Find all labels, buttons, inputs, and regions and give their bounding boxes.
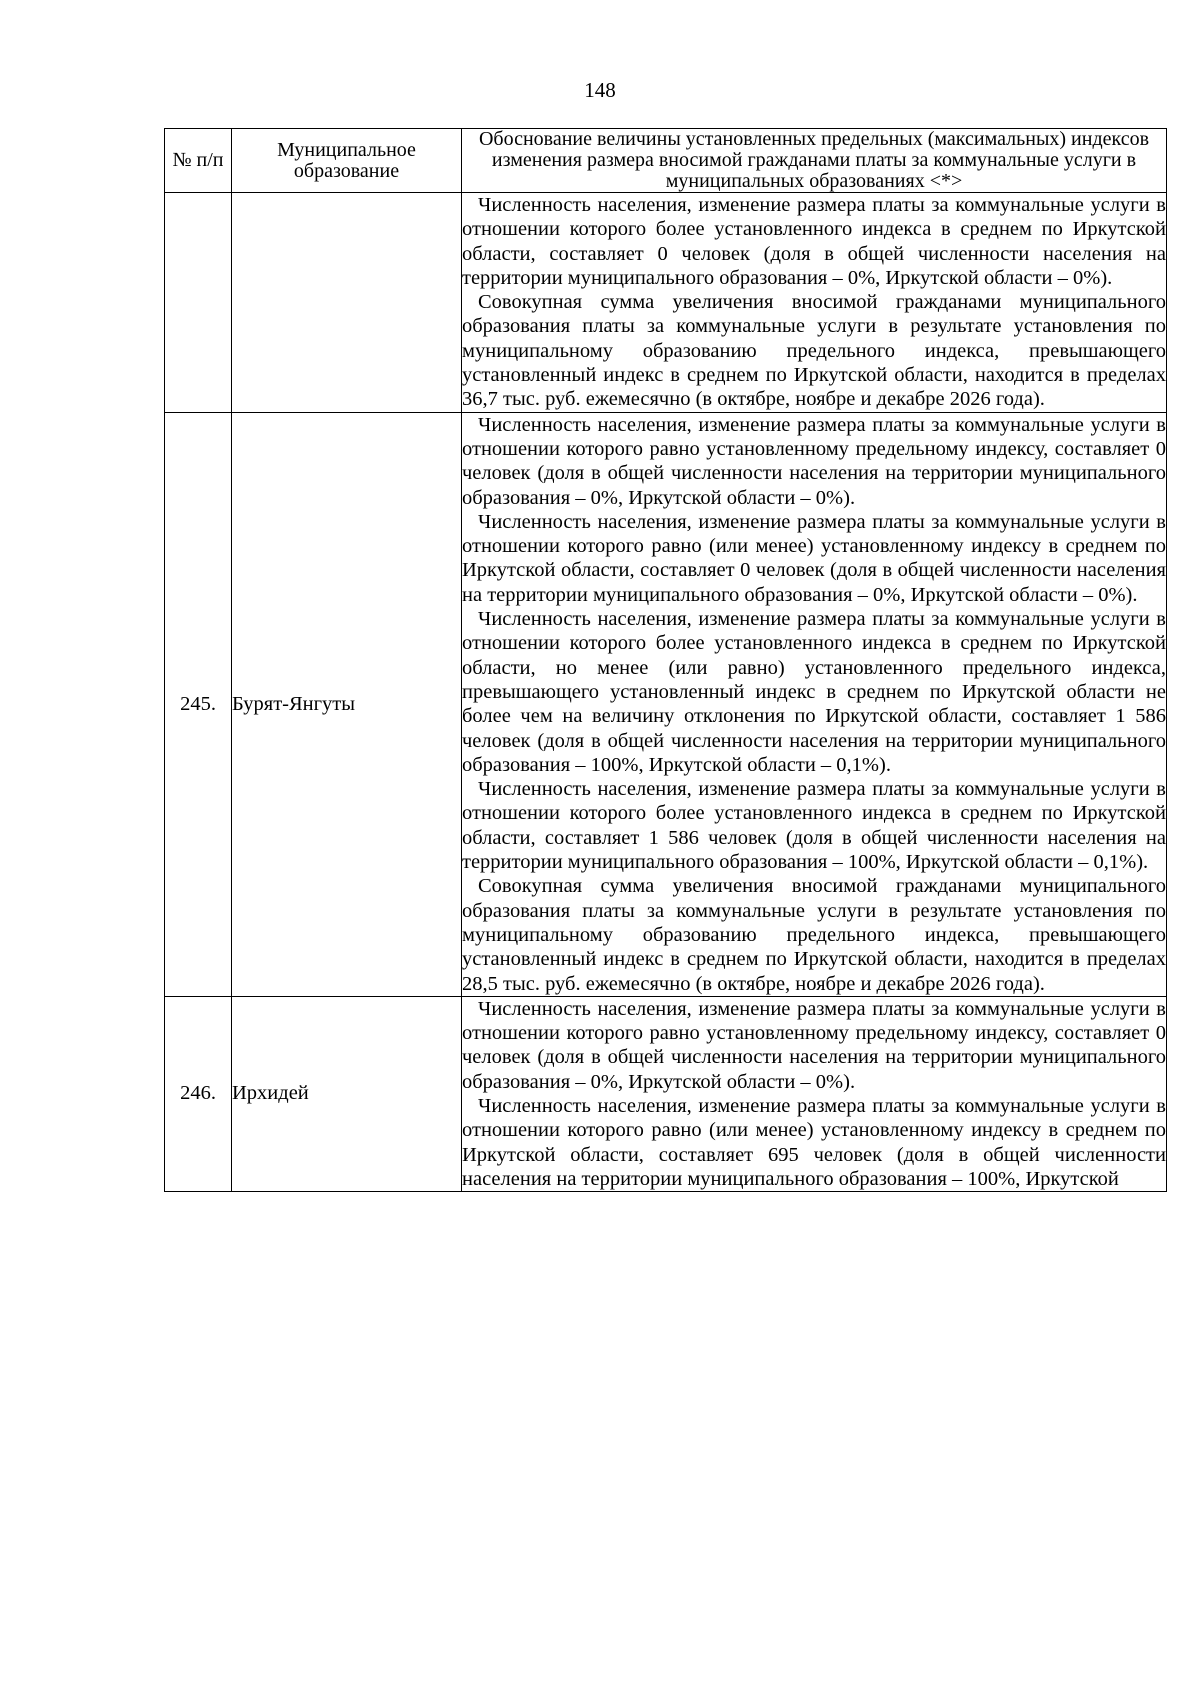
header-justification: Обоснование величины установленных предельных (максимальных) индексов изменения размера вносимой гражданами платы за коммунальные услуги в муниципальных образованиях <*> (462, 129, 1167, 193)
row-municipality (232, 193, 462, 413)
header-number: № п/п (165, 129, 232, 193)
row-number: 245. (165, 412, 232, 996)
justification-paragraph: Численность населения, изменение размера платы за коммунальные услуги в отношении которого равно установленному предельному индексу, составляет 0 человек (доля в общей численности населения на территории муниципального образования – 0%, Иркутской области – 0%). (462, 413, 1166, 509)
page-number: 148 (584, 78, 616, 102)
justification-paragraph: Численность населения, изменение размера платы за коммунальные услуги в отношении которого более установленного индекса в среднем по Иркутской области, составляет 1 586 человек (доля в общей численности населения на территории муниципального образования – 100%, Иркутской области – 0,1%). (462, 778, 1166, 874)
justification-paragraph: Численность населения, изменение размера платы за коммунальные услуги в отношении которого более установленного индекса в среднем по Иркутской области, но менее (или равно) установленного предельного индекса, превышающего установленный индекс в среднем по Иркутской области не более чем на величину отклонения по Иркутской области, составляет 1 586 человек (доля в общей численности населения на территории муниципального образования – 100%, Иркутской области – 0,1%). (462, 608, 1166, 776)
justification-paragraph: Совокупная сумма увеличения вносимой гражданами муниципального образования платы за коммунальные услуги в результате установления по муниципальному образованию предельного индекса, превышающего установленный индекс в среднем по Иркутской области, находится в пределах 28,5 тыс. руб. ежемесячно (в октябре, ноябре и декабре 2026 года). (462, 875, 1166, 995)
table-row (165, 996, 1167, 1191)
table-row (165, 193, 1167, 413)
row-justification (462, 193, 1167, 413)
justification-paragraph: Численность населения, изменение размера платы за коммунальные услуги в отношении которого равно (или менее) установленному индексу в среднем по Иркутской области, составляет 695 человек (доля в общей численности населения на территории муниципального образования – 100%, Иркутской (462, 1094, 1166, 1190)
row-justification (462, 996, 1167, 1191)
justification-paragraph: Численность населения, изменение размера платы за коммунальные услуги в отношении которого равно (или менее) установленному индексу в среднем по Иркутской области, составляет 0 человек (доля в общей численности населения на территории муниципального образования – 0%, Иркутской области – 0%). (462, 510, 1166, 606)
header-municipality: Муниципальное образование (232, 129, 462, 193)
row-municipality: Бурят-Янгуты (232, 412, 462, 996)
row-municipality: Ирхидей (232, 996, 462, 1191)
table-header-row (165, 129, 1167, 193)
justification-paragraph: Совокупная сумма увеличения вносимой гражданами муниципального образования платы за коммунальные услуги в результате установления по муниципальному образованию предельного индекса, превышающего установленный индекс в среднем по Иркутской области, находится в пределах 36,7 тыс. руб. ежемесячно (в октябре, ноябре и декабре 2026 года). (462, 291, 1166, 411)
row-number: 246. (165, 996, 232, 1191)
indices-table (164, 128, 1167, 1192)
row-justification (462, 412, 1167, 996)
table-row (165, 412, 1167, 996)
justification-paragraph: Численность населения, изменение размера платы за коммунальные услуги в отношении которого равно установленному предельному индексу, составляет 0 человек (доля в общей численности населения на территории муниципального образования – 0%, Иркутской области – 0%). (462, 997, 1166, 1093)
row-number (165, 193, 232, 413)
justification-paragraph: Численность населения, изменение размера платы за коммунальные услуги в отношении которого более установленного индекса в среднем по Иркутской области, составляет 0 человек (доля в общей численности населения на территории муниципального образования – 0%, Иркутской области – 0%). (462, 194, 1166, 289)
